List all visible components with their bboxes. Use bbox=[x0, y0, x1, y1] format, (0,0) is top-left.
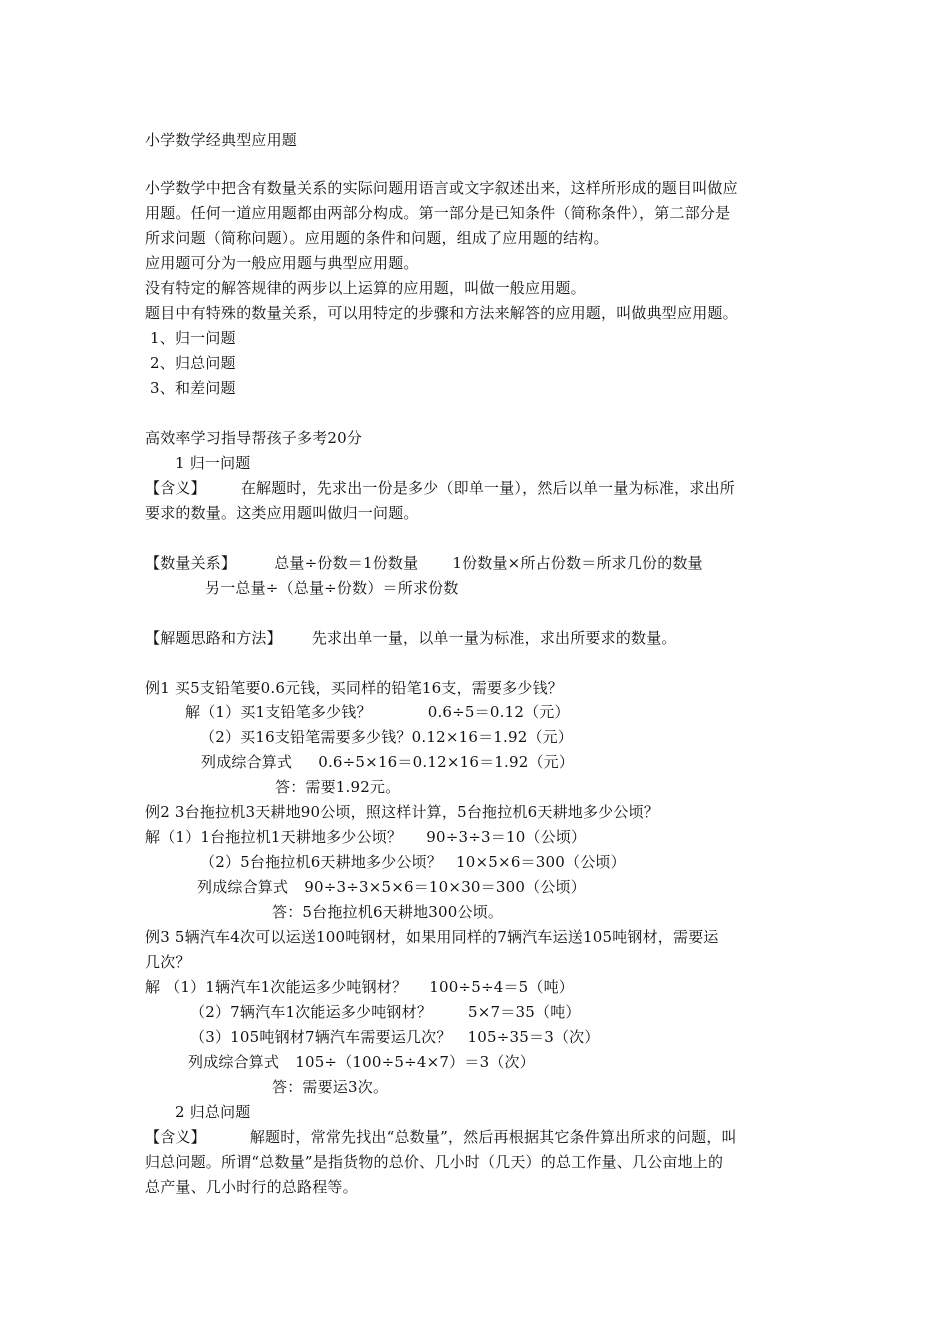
step-value: 5×7＝35（吨） bbox=[468, 1003, 581, 1021]
meaning-tag: 【含义】 bbox=[145, 479, 206, 497]
list-item: 1、归一问题 bbox=[150, 329, 236, 347]
step-value: 105÷35＝3（次） bbox=[467, 1028, 600, 1046]
formula-value: 90÷3÷3×5×6＝10×30＝300（公顷） bbox=[304, 878, 586, 896]
step-text: （2）7辆汽车1次能运多少吨钢材？ bbox=[190, 1003, 433, 1021]
document-title: 小学数学经典型应用题 bbox=[145, 131, 298, 149]
meaning-line bbox=[145, 1127, 737, 1147]
solution-step bbox=[200, 852, 626, 872]
step-text: （2）5台拖拉机6天耕地多少公顷？ bbox=[200, 853, 443, 871]
intro-paragraph-line: 小学数学中把含有数量关系的实际问题用语言或文字叙述出来，这样所形成的题目叫做应 bbox=[145, 179, 738, 197]
intro-paragraph: 没有特定的解答规律的两步以上运算的应用题，叫做一般应用题。 bbox=[145, 279, 586, 297]
list-item: 2、归总问题 bbox=[150, 354, 236, 372]
solution-step bbox=[190, 1027, 600, 1047]
method-tag: 【解题思路和方法】 bbox=[145, 629, 282, 647]
example-question: 例2 3台拖拉机3天耕地90公顷，照这样计算，5台拖拉机6天耕地多少公顷？ bbox=[145, 803, 659, 821]
step-text: （3）105吨钢材7辆汽车需要运几次？ bbox=[190, 1028, 452, 1046]
intro-paragraph: 题目中有特殊的数量关系，可以用特定的步骤和方法来解答的应用题，叫做典型应用题。 bbox=[145, 304, 738, 322]
combined-formula bbox=[188, 1052, 535, 1072]
answer-line: 答：需要1.92元。 bbox=[275, 778, 401, 796]
solution-step bbox=[145, 827, 586, 847]
promo-line: 高效率学习指导帮孩子多考20分 bbox=[145, 429, 363, 447]
intro-paragraph: 应用题可分为一般应用题与典型应用题。 bbox=[145, 254, 419, 272]
meaning-text: 在解题时，先求出一份是多少（即单一量），然后以单一量为标准，求出所 bbox=[240, 479, 735, 497]
example-question: 几次？ bbox=[145, 953, 191, 971]
combined-formula bbox=[201, 752, 574, 772]
section-heading: 2 归总问题 bbox=[175, 1103, 251, 1121]
formula-label: 列成综合算式 bbox=[197, 878, 289, 896]
meaning-line bbox=[145, 478, 735, 498]
step-value: 10×5×6＝300（公顷） bbox=[456, 853, 626, 871]
intro-paragraph-line: 用题。任何一道应用题都由两部分构成。第一部分是已知条件（简称条件），第二部分是 bbox=[145, 204, 731, 222]
answer-line: 答：需要运3次。 bbox=[272, 1078, 389, 1096]
method-line bbox=[145, 628, 677, 648]
relation-formula: 1份数量×所占份数＝所求几份的数量 bbox=[452, 554, 703, 572]
step-value: 90÷3÷3＝10（公顷） bbox=[426, 828, 587, 846]
meaning-line: 要求的数量。这类应用题叫做归一问题。 bbox=[145, 504, 419, 522]
formula-value: 105÷（100÷5÷4×7）＝3（次） bbox=[295, 1053, 535, 1071]
step-value: 100÷5÷4＝5（吨） bbox=[429, 978, 575, 996]
relation-formula: 总量÷份数＝1份数量 bbox=[274, 554, 419, 572]
combined-formula bbox=[197, 877, 586, 897]
example-question: 例3 5辆汽车4次可以运送100吨钢材，如果用同样的7辆汽车运送105吨钢材，需要运 bbox=[145, 928, 719, 946]
meaning-line: 总产量、几小时行的总路程等。 bbox=[145, 1178, 358, 1196]
method-text: 先求出单一量，以单一量为标准，求出所要求的数量。 bbox=[311, 629, 677, 647]
answer-line: 答：5台拖拉机6天耕地300公顷。 bbox=[272, 903, 504, 921]
solution-step bbox=[185, 702, 570, 722]
solution-step bbox=[145, 977, 574, 997]
step-text: 解（1）买1支铅笔多少钱？ bbox=[185, 703, 372, 721]
formula-value: 0.6÷5×16＝0.12×16＝1.92（元） bbox=[318, 753, 575, 771]
meaning-line: 归总问题。所谓“总数量”是指货物的总价、几小时（几天）的总工作量、几公亩地上的 bbox=[145, 1153, 724, 1171]
formula-label: 列成综合算式 bbox=[188, 1053, 280, 1071]
meaning-text: 解题时，常常先找出“总数量”，然后再根据其它条件算出所求的问题，叫 bbox=[249, 1128, 737, 1146]
list-item: 3、和差问题 bbox=[150, 379, 236, 397]
example-question: 例1 买5支铅笔要0.6元钱，买同样的铅笔16支，需要多少钱？ bbox=[145, 679, 563, 697]
meaning-tag: 【含义】 bbox=[145, 1128, 206, 1146]
intro-paragraph-line: 所求问题（简称问题）。应用题的条件和问题，组成了应用题的结构。 bbox=[145, 229, 609, 247]
step-text: 解 （1）1辆汽车1次能运多少吨钢材？ bbox=[145, 978, 408, 996]
step-value: 0.6÷5＝0.12（元） bbox=[427, 703, 570, 721]
section-heading: 1 归一问题 bbox=[175, 454, 251, 472]
relation-line bbox=[145, 553, 703, 573]
formula-label: 列成综合算式 bbox=[201, 753, 293, 771]
step-text: 解（1）1台拖拉机1天耕地多少公顷？ bbox=[145, 828, 403, 846]
solution-step bbox=[190, 1002, 581, 1022]
relation-tag: 【数量关系】 bbox=[145, 554, 237, 572]
relation-formula: 另一总量÷（总量÷份数）＝所求份数 bbox=[205, 579, 459, 597]
solution-step: （2）买16支铅笔需要多少钱？0.12×16＝1.92（元） bbox=[200, 728, 574, 746]
